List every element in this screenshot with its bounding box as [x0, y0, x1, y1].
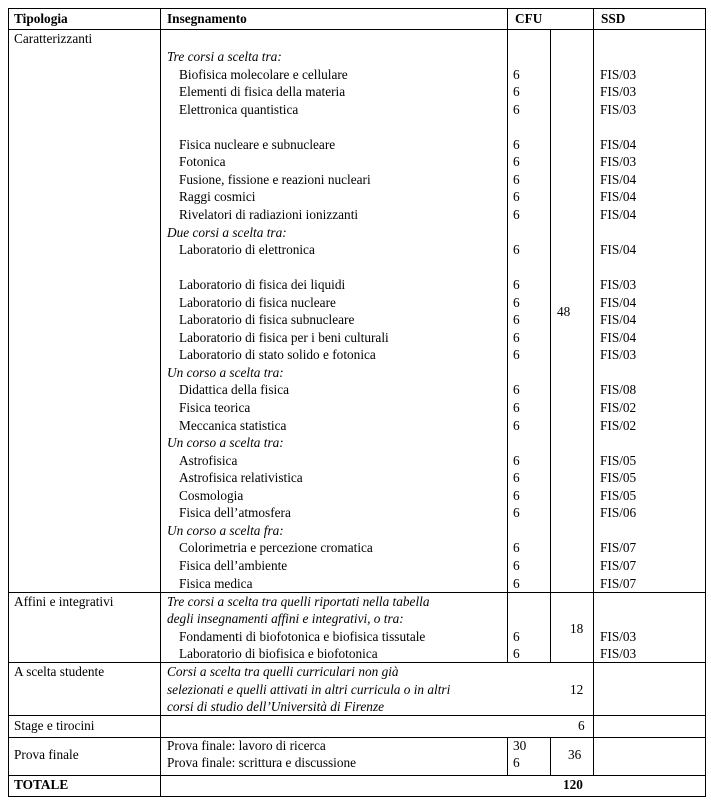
course-ssd: FIS/03	[600, 629, 637, 644]
section-label-caratterizzanti: Caratterizzanti	[14, 31, 93, 46]
course-cfu: 6	[513, 242, 520, 258]
course-ssd: FIS/03	[600, 154, 637, 170]
course-ssd: FIS/07	[600, 540, 637, 556]
course-name: Fisica dell’atmosfera	[179, 505, 291, 521]
course-cfu: 6	[513, 646, 520, 661]
course-name: Colorimetria e percezione cromatica	[179, 540, 373, 556]
course-cfu: 6	[513, 206, 520, 222]
prova-item: Prova finale: scrittura e discussione	[167, 755, 357, 770]
course-cfu: 6	[513, 189, 520, 205]
course-cfu: 6	[513, 294, 520, 310]
course-ssd: FIS/04	[600, 136, 637, 152]
header-tipologia: Tipologia	[14, 11, 68, 26]
prova-cfu: 30	[513, 738, 527, 753]
course-cfu: 6	[513, 84, 520, 100]
col-divider-cfu	[507, 8, 508, 662]
course-ssd: FIS/03	[600, 101, 637, 117]
course-cfu: 6	[513, 312, 520, 328]
course-name: Laboratorio di elettronica	[179, 242, 315, 258]
course-cfu: 6	[513, 629, 520, 644]
affini-heading: Tre corsi a scelta tra quelli riportati nella tabella	[167, 594, 430, 609]
section-total-scelta: 12	[570, 682, 584, 697]
course-ssd: FIS/05	[600, 487, 637, 503]
scelta-text: Corsi a scelta tra quelli curriculari non già	[167, 664, 399, 679]
course-name: Laboratorio di fisica dei liquidi	[179, 277, 346, 293]
course-ssd: FIS/08	[600, 382, 637, 398]
course-name: Fisica teorica	[179, 400, 251, 415]
course-name: Biofisica molecolare e cellulare	[179, 66, 348, 82]
course-name: Astrofisica	[179, 452, 238, 468]
course-ssd: FIS/04	[600, 171, 637, 187]
totale-value: 120	[563, 777, 583, 792]
course-ssd: FIS/02	[600, 400, 637, 415]
course-name: Laboratorio di stato solido e fotonica	[179, 347, 376, 363]
course-ssd: FIS/04	[600, 329, 637, 345]
course-cfu: 6	[513, 382, 520, 398]
course-cfu: 6	[513, 470, 520, 486]
course-name: Didattica della fisica	[179, 382, 290, 398]
course-name: Meccanica statistica	[179, 417, 287, 433]
course-name: Laboratorio di fisica nucleare	[179, 294, 336, 310]
section-label-affini: Affini e integrativi	[14, 594, 114, 609]
row-divider	[8, 715, 706, 716]
row-divider	[8, 8, 706, 9]
course-ssd: FIS/03	[600, 347, 637, 363]
group-heading: Un corso a scelta tra:	[167, 435, 284, 451]
section-total-stage: 6	[578, 718, 585, 733]
course-cfu: 6	[513, 505, 520, 521]
totale-label: TOTALE	[14, 777, 69, 792]
prova-item: Prova finale: lavoro di ricerca	[167, 738, 326, 753]
course-ssd: FIS/04	[600, 242, 637, 258]
course-cfu: 6	[513, 136, 520, 152]
scelta-text: corsi di studio dell’Università di Firenze	[167, 699, 385, 714]
course-name: Cosmologia	[179, 487, 244, 503]
col-divider-cfu-total	[550, 592, 551, 662]
course-ssd: FIS/02	[600, 417, 637, 433]
header-ssd: SSD	[601, 11, 626, 26]
prova-cfu: 6	[513, 755, 520, 770]
affini-heading: degli insegnamenti affini e integrativi, o tra:	[167, 611, 404, 626]
course-name: Laboratorio di biofisica e biofotonica	[179, 646, 378, 661]
course-cfu: 6	[513, 417, 520, 433]
course-name: Fisica nucleare e subnucleare	[179, 136, 336, 152]
course-ssd: FIS/05	[600, 452, 637, 468]
course-cfu: 6	[513, 277, 520, 293]
course-cfu: 6	[513, 557, 520, 573]
course-cfu: 6	[513, 575, 520, 591]
course-cfu: 6	[513, 452, 520, 468]
course-ssd: FIS/03	[600, 66, 637, 82]
col-divider-cfu-total	[550, 737, 551, 775]
course-ssd: FIS/03	[600, 646, 637, 661]
scelta-text: selezionati e quelli attivati in altri curricula o in altri	[167, 681, 451, 697]
course-ssd: FIS/07	[600, 575, 637, 591]
course-name: Laboratorio di fisica per i beni culturali	[179, 329, 389, 345]
course-name: Astrofisica relativistica	[179, 470, 303, 486]
course-ssd: FIS/04	[600, 312, 637, 328]
col-divider-ssd	[593, 8, 594, 775]
course-ssd: FIS/07	[600, 557, 637, 573]
section-label-scelta: A scelta studente	[14, 664, 105, 679]
course-cfu: 6	[513, 101, 520, 117]
course-ssd: FIS/03	[600, 277, 637, 293]
course-ssd: FIS/04	[600, 189, 637, 205]
course-name: Fondamenti di biofotonica e biofisica tissutale	[179, 629, 426, 644]
section-label-prova: Prova finale	[14, 747, 79, 762]
course-ssd: FIS/04	[600, 294, 637, 310]
course-ssd: FIS/06	[600, 505, 637, 521]
course-name: Elettronica quantistica	[179, 101, 299, 117]
section-label-stage: Stage e tirocini	[14, 718, 95, 733]
course-name: Fusione, fissione e reazioni nucleari	[179, 171, 371, 187]
course-cfu: 6	[513, 487, 520, 503]
course-ssd: FIS/04	[600, 206, 637, 222]
course-name: Fisica dell’ambiente	[179, 557, 288, 573]
row-divider	[8, 796, 706, 797]
section-total-prova: 36	[568, 747, 582, 762]
row-divider	[8, 29, 706, 30]
header-cfu: CFU	[515, 11, 543, 26]
course-cfu: 6	[513, 66, 520, 82]
row-divider	[8, 737, 706, 738]
row-divider	[8, 775, 706, 776]
course-cfu: 6	[513, 154, 520, 170]
col-divider-insegnamento	[160, 8, 161, 797]
group-heading: Tre corsi a scelta tra:	[167, 49, 282, 64]
course-name: Raggi cosmici	[179, 189, 256, 205]
course-name: Laboratorio di fisica subnucleare	[179, 312, 355, 328]
table-border-right	[705, 8, 706, 797]
section-total-affini: 18	[570, 621, 584, 636]
course-name: Fotonica	[179, 154, 226, 170]
col-divider-cfu-total	[550, 29, 551, 592]
course-name: Rivelatori di radiazioni ionizzanti	[179, 206, 359, 222]
course-cfu: 6	[513, 400, 520, 415]
col-divider-cfu	[507, 737, 508, 775]
course-cfu: 6	[513, 347, 520, 363]
course-ssd: FIS/03	[600, 84, 637, 100]
course-cfu: 6	[513, 540, 520, 556]
group-heading: Un corso a scelta tra:	[167, 364, 284, 380]
course-cfu: 6	[513, 171, 520, 187]
group-heading: Due corsi a scelta tra:	[167, 224, 287, 240]
table-border-left	[8, 8, 9, 797]
group-heading: Un corso a scelta fra:	[167, 522, 284, 538]
section-total-caratterizzanti: 48	[557, 304, 571, 319]
course-ssd: FIS/05	[600, 470, 637, 486]
header-insegnamento: Insegnamento	[167, 11, 247, 26]
course-cfu: 6	[513, 329, 520, 345]
course-name: Elementi di fisica della materia	[179, 84, 346, 100]
course-name: Fisica medica	[179, 575, 253, 591]
